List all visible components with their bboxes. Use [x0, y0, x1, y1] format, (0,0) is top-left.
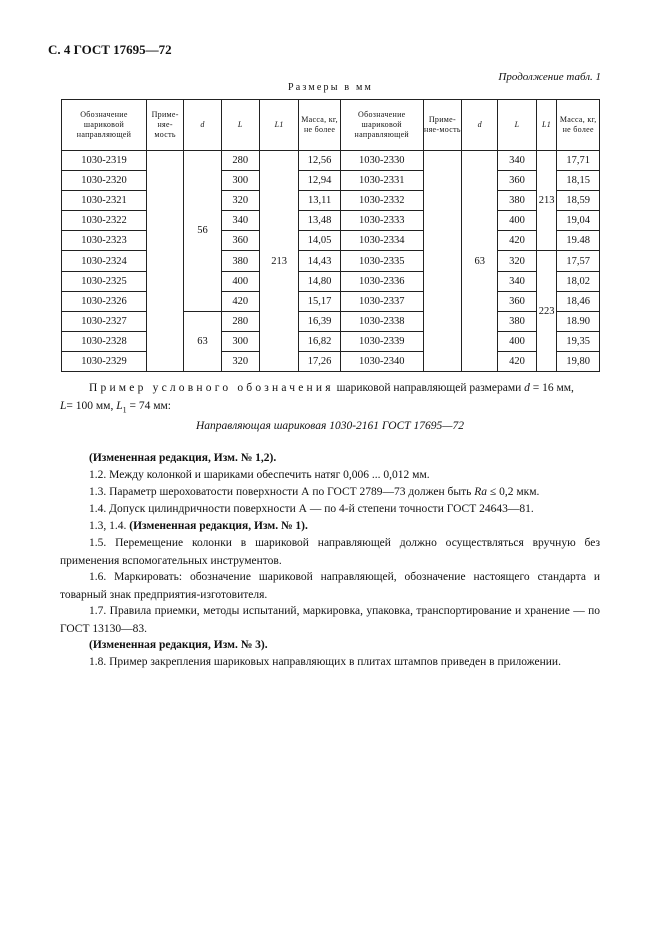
- example-text-4: = 74 мм:: [126, 399, 171, 412]
- example-d-symbol: d: [524, 382, 530, 394]
- right-designation-cell: 1030-2335: [340, 251, 423, 271]
- example-paragraph: [60, 380, 600, 418]
- right-designation-cell: 1030-2333: [340, 211, 423, 231]
- right-designation-cell: 1030-2334: [340, 231, 423, 251]
- example-designation: Направляющая шариковая 1030-2161 ГОСТ 17695—72: [195, 420, 465, 432]
- col-header-applicability-2: Приме-няе-мость: [423, 100, 461, 151]
- left-mass-cell: 13,11: [299, 191, 340, 211]
- right-L-cell: 340: [498, 151, 536, 171]
- right-L1-cell: 223: [536, 251, 557, 372]
- left-mass-cell: 17,26: [299, 351, 340, 371]
- ra-symbol: Ra: [474, 486, 488, 498]
- left-mass-cell: 16,39: [299, 311, 340, 331]
- left-L-cell: 320: [221, 191, 259, 211]
- left-designation-cell: 1030-2323: [62, 231, 147, 251]
- left-mass-cell: 16,82: [299, 331, 340, 351]
- col-header-applicability: Приме-няе-мость: [147, 100, 184, 151]
- left-L-cell: 400: [221, 271, 259, 291]
- left-d-cell: 63: [184, 311, 221, 371]
- left-L-cell: 300: [221, 331, 259, 351]
- table-row: [62, 311, 600, 331]
- example-L-symbol: L: [60, 399, 67, 412]
- left-designation-cell: 1030-2319: [62, 151, 147, 171]
- paragraph-1-4: 1.4. Допуск цилиндричности поверхности А — по 4-й степени точности ГОСТ 24643—81.: [89, 503, 534, 515]
- col-header-designation-2: Обозначение шариковой направляющей: [340, 100, 423, 151]
- right-designation-cell: 1030-2338: [340, 311, 423, 331]
- right-L-cell: 420: [498, 351, 536, 371]
- paragraph-1-7: 1.7. Правила приемки, методы испытаний, маркировка, упаковка, транспортирование и хранение — по ГОСТ 13130—83.: [60, 605, 600, 635]
- right-designation-cell: 1030-2337: [340, 291, 423, 311]
- right-mass-cell: 18,46: [557, 291, 600, 311]
- right-d-cell: 63: [462, 151, 498, 372]
- right-L-cell: 360: [498, 171, 536, 191]
- left-mass-cell: 14,80: [299, 271, 340, 291]
- amendment-note: (Измененная редакция, Изм. № 1,2).: [89, 452, 277, 464]
- left-L-cell: 380: [221, 251, 259, 271]
- right-mass-cell: 19,04: [557, 211, 600, 231]
- paragraph-1-3-1-4-amendment: [60, 518, 600, 536]
- page-header: С. 4 ГОСТ 17695—72: [48, 42, 172, 57]
- table-row: [62, 291, 600, 311]
- table-row: [62, 151, 600, 171]
- amendment-note: (Измененная редакция, Изм. № 3).: [89, 639, 268, 651]
- right-mass-cell: 19,80: [557, 351, 600, 371]
- col-header-L1: L1: [259, 100, 298, 151]
- table-row: [62, 231, 600, 251]
- left-designation-cell: 1030-2328: [62, 331, 147, 351]
- col-header-d: d: [184, 100, 221, 151]
- left-mass-cell: 13,48: [299, 211, 340, 231]
- paragraph-1-8: 1.8. Пример закрепления шариковых направляющих в плитах штампов приведен в приложении.: [89, 656, 561, 668]
- example-L1-subscript: 1: [122, 404, 127, 414]
- example-text-1: шариковой направляющей размерами: [333, 382, 525, 394]
- right-mass-cell: 17,71: [557, 151, 600, 171]
- table-row: [62, 271, 600, 291]
- paragraph-1-6: 1.6. Маркировать: обозначение шариковой направляющей, обозначение настоящего стандарта и товарный знак предприятия-изготовителя.: [60, 571, 600, 601]
- left-L-cell: 280: [221, 151, 259, 171]
- col-header-designation: Обозначение шариковой направляющей: [62, 100, 147, 151]
- paragraph-1-5: 1.5. Перемещение колонки в шариковой направляющей должно осуществляться вручную без применения вспомогательных инструментов.: [60, 537, 600, 567]
- left-designation-cell: 1030-2329: [62, 351, 147, 371]
- left-designation-cell: 1030-2322: [62, 211, 147, 231]
- left-L-cell: 340: [221, 211, 259, 231]
- amendment-ref: 1.3, 1.4.: [89, 520, 130, 532]
- left-designation-cell: 1030-2324: [62, 251, 147, 271]
- table-row: [62, 351, 600, 371]
- right-mass-cell: 18,15: [557, 171, 600, 191]
- table-row: [62, 171, 600, 191]
- left-L1-cell: 213: [259, 151, 298, 372]
- right-designation-cell: 1030-2340: [340, 351, 423, 371]
- dimensions-table: [61, 99, 600, 372]
- left-designation-cell: 1030-2326: [62, 291, 147, 311]
- right-L-cell: 320: [498, 251, 536, 271]
- col-header-L: L: [221, 100, 259, 151]
- right-L-cell: 400: [498, 331, 536, 351]
- paragraph-amendment-1-2: [60, 450, 600, 468]
- right-designation-cell: 1030-2336: [340, 271, 423, 291]
- paragraph-1-3: [60, 484, 600, 502]
- col-header-L1-2: L1: [536, 100, 557, 151]
- left-mass-cell: 14,05: [299, 231, 340, 251]
- right-L-cell: 340: [498, 271, 536, 291]
- left-designation-cell: 1030-2320: [62, 171, 147, 191]
- example-L1-symbol: L: [116, 399, 123, 412]
- left-designation-cell: 1030-2327: [62, 311, 147, 331]
- left-designation-cell: 1030-2321: [62, 191, 147, 211]
- right-mass-cell: 18.90: [557, 311, 600, 331]
- col-header-mass-2: Масса, кг, не более: [557, 100, 600, 151]
- right-L-cell: 360: [498, 291, 536, 311]
- table-row: [62, 191, 600, 211]
- example-text-3: = 100 мм,: [66, 399, 117, 412]
- right-applicability-cell: [423, 151, 461, 372]
- col-header-d-2: d: [462, 100, 498, 151]
- sizes-caption: Размеры в мм: [287, 82, 374, 93]
- left-mass-cell: 12,94: [299, 171, 340, 191]
- right-designation-cell: 1030-2330: [340, 151, 423, 171]
- paragraph-1-2: 1.2. Между колонкой и шариками обеспечить натяг 0,006 ... 0,012 мм.: [89, 469, 430, 481]
- left-d-cell: 56: [184, 151, 221, 312]
- col-header-L-2: L: [498, 100, 536, 151]
- table-header-row: [62, 100, 600, 151]
- example-lead: Пример условного обозначения: [89, 382, 334, 394]
- example-text-2: = 16 мм,: [529, 382, 574, 394]
- right-L-cell: 380: [498, 191, 536, 211]
- right-L-cell: 420: [498, 231, 536, 251]
- left-mass-cell: 12,56: [299, 151, 340, 171]
- left-L-cell: 280: [221, 311, 259, 331]
- right-mass-cell: 18,02: [557, 271, 600, 291]
- right-designation-cell: 1030-2332: [340, 191, 423, 211]
- right-mass-cell: 17,57: [557, 251, 600, 271]
- table-continuation-label: Продолжение табл. 1: [498, 71, 601, 83]
- left-mass-cell: 14,43: [299, 251, 340, 271]
- table-row: [62, 331, 600, 351]
- table-row: [62, 211, 600, 231]
- amendment-note: (Измененная редакция, Изм. № 1).: [129, 520, 308, 532]
- left-mass-cell: 15,17: [299, 291, 340, 311]
- right-mass-cell: 19.48: [557, 231, 600, 251]
- right-L-cell: 380: [498, 311, 536, 331]
- right-L1-cell: 213: [536, 151, 557, 251]
- left-applicability-cell: [147, 151, 184, 372]
- table-row: [62, 251, 600, 271]
- right-designation-cell: 1030-2339: [340, 331, 423, 351]
- right-designation-cell: 1030-2331: [340, 171, 423, 191]
- left-designation-cell: 1030-2325: [62, 271, 147, 291]
- left-L-cell: 320: [221, 351, 259, 371]
- right-L-cell: 400: [498, 211, 536, 231]
- left-L-cell: 300: [221, 171, 259, 191]
- left-L-cell: 360: [221, 231, 259, 251]
- right-mass-cell: 19,35: [557, 331, 600, 351]
- paragraph-1-3-tail: ≤ 0,2 мкм.: [487, 486, 540, 498]
- col-header-mass: Масса, кг, не более: [299, 100, 340, 151]
- right-mass-cell: 18,59: [557, 191, 600, 211]
- paragraph-amendment-3: [60, 637, 600, 655]
- left-L-cell: 420: [221, 291, 259, 311]
- paragraph-1-3-text: 1.3. Параметр шероховатости поверхности А по ГОСТ 2789—73 должен быть: [89, 486, 475, 498]
